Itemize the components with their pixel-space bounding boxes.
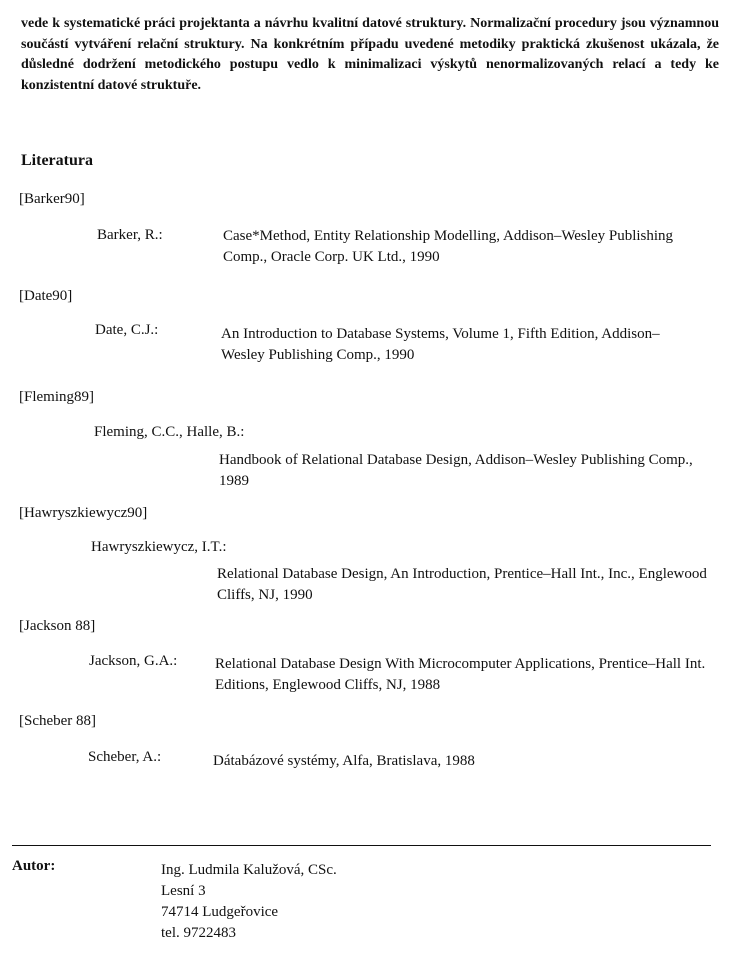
- reference-title: Case*Method, Entity Relationship Modelling, Addison–Wesley Publishing Comp., Oracle Corp. UK Ltd., 1990: [223, 228, 674, 265]
- footer-divider: [12, 845, 711, 846]
- section-heading: Literatura: [21, 152, 93, 169]
- address-street: Lesní 3: [161, 883, 206, 899]
- intro-paragraph: vede k systematické práci projektanta a návrhu kvalitní datové struktury. Normalizační procedury jsou významnou součástí vytváření relační struktury. Na konkrétním případu uvedené metodiky praktická zkušenost ukázala, že důsledné dodržení metodického postupu vedlo k minimalizaci výskytů nenormalizovaných relací a tedy ke konzistentní datové struktuře.: [21, 16, 719, 93]
- reference-author: Scheber, A.:: [88, 749, 162, 765]
- reference-author: Fleming, C.C., Halle, B.:: [94, 424, 245, 440]
- reference-key: [Fleming89]: [19, 389, 94, 405]
- reference-author: Hawryszkiewycz, I.T.:: [91, 539, 227, 555]
- reference-title: Handbook of Relational Database Design, Addison–Wesley Publishing Comp., 1989: [219, 452, 693, 489]
- reference-key: [Barker90]: [19, 191, 85, 207]
- author-label: Autor:: [12, 858, 56, 874]
- reference-title: An Introduction to Database Systems, Volume 1, Fifth Edition, Addison–Wesley Publishing Comp., 1990: [221, 326, 660, 363]
- reference-author: Jackson, G.A.:: [89, 653, 178, 669]
- address-city: 74714 Ludgeřovice: [161, 904, 279, 920]
- reference-key: [Date90]: [19, 288, 73, 304]
- reference-key: [Scheber 88]: [19, 713, 97, 729]
- reference-author: Barker, R.:: [97, 227, 163, 243]
- reference-title: Dátabázové systémy, Alfa, Bratislava, 1988: [213, 753, 475, 769]
- reference-key: [Jackson 88]: [19, 618, 96, 634]
- reference-key: [Hawryszkiewycz90]: [19, 505, 148, 521]
- author-name: Ing. Ludmila Kalužová, CSc.: [161, 862, 337, 878]
- author-address: [161, 860, 337, 944]
- reference-author: Date, C.J.:: [95, 322, 159, 338]
- reference-title: Relational Database Design, An Introduction, Prentice–Hall Int., Inc., Englewood Cliffs, NJ, 1990: [217, 566, 707, 603]
- reference-title: Relational Database Design With Microcomputer Applications, Prentice–Hall Int. Editions, Englewood Cliffs, NJ, 1988: [215, 656, 706, 693]
- address-phone: tel. 9722483: [161, 925, 236, 941]
